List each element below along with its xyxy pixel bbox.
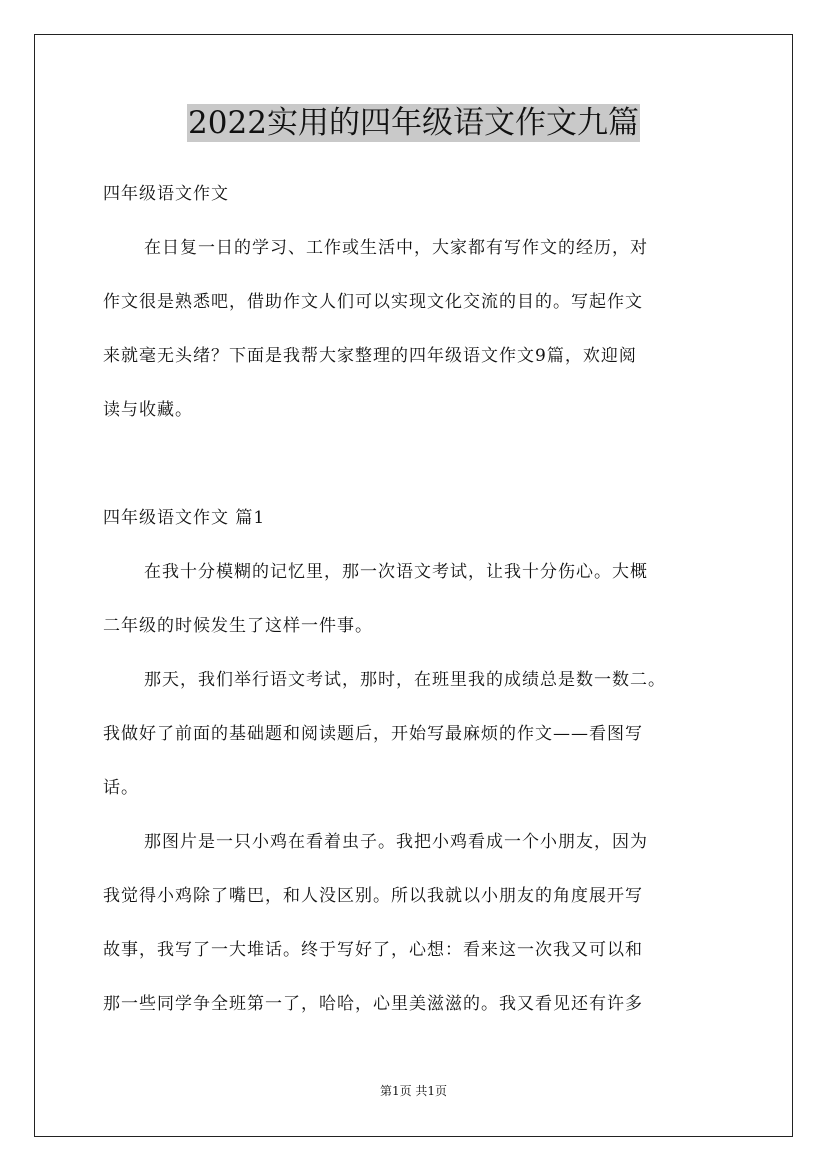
intro-line-4: 读与收藏。 <box>103 400 193 420</box>
section1-line-7: 我觉得小鸡除了嘴巴，和人没区别。所以我就以小朋友的角度展开写 <box>103 886 643 906</box>
title-container <box>0 104 827 142</box>
intro-line-2: 作文很是熟悉吧，借助作文人们可以实现文化交流的目的。写起作文 <box>103 292 643 312</box>
document-title: 2022实用的四年级语文作文九篇 <box>188 105 639 141</box>
intro-line-3: 来就毫无头绪？下面是我帮大家整理的四年级语文作文9篇，欢迎阅 <box>103 346 637 366</box>
section1-line-1: 在我十分模糊的记忆里，那一次语文考试，让我十分伤心。大概 <box>144 562 648 582</box>
section1-line-3: 那天，我们举行语文考试，那时，在班里我的成绩总是数一数二。 <box>144 670 666 690</box>
intro-line-1: 在日复一日的学习、工作或生活中，大家都有写作文的经历，对 <box>144 238 648 258</box>
section1-line-9: 那一些同学争全班第一了，哈哈，心里美滋滋的。我又看见还有许多 <box>103 994 643 1014</box>
intro-heading: 四年级语文作文 <box>103 184 229 204</box>
section1-line-6: 那图片是一只小鸡在看着虫子。我把小鸡看成一个小朋友，因为 <box>144 832 648 852</box>
section1-line-2: 二年级的时候发生了这样一件事。 <box>103 616 373 636</box>
section1-line-8: 故事，我写了一大堆话。终于写好了，心想：看来这一次我又可以和 <box>103 940 643 960</box>
section1-heading: 四年级语文作文 篇1 <box>103 508 266 528</box>
section1-line-5: 话。 <box>103 778 139 798</box>
page-footer: 第1页 共1页 <box>379 1084 448 1098</box>
section1-line-4: 我做好了前面的基础题和阅读题后，开始写最麻烦的作文——看图写 <box>103 724 643 744</box>
